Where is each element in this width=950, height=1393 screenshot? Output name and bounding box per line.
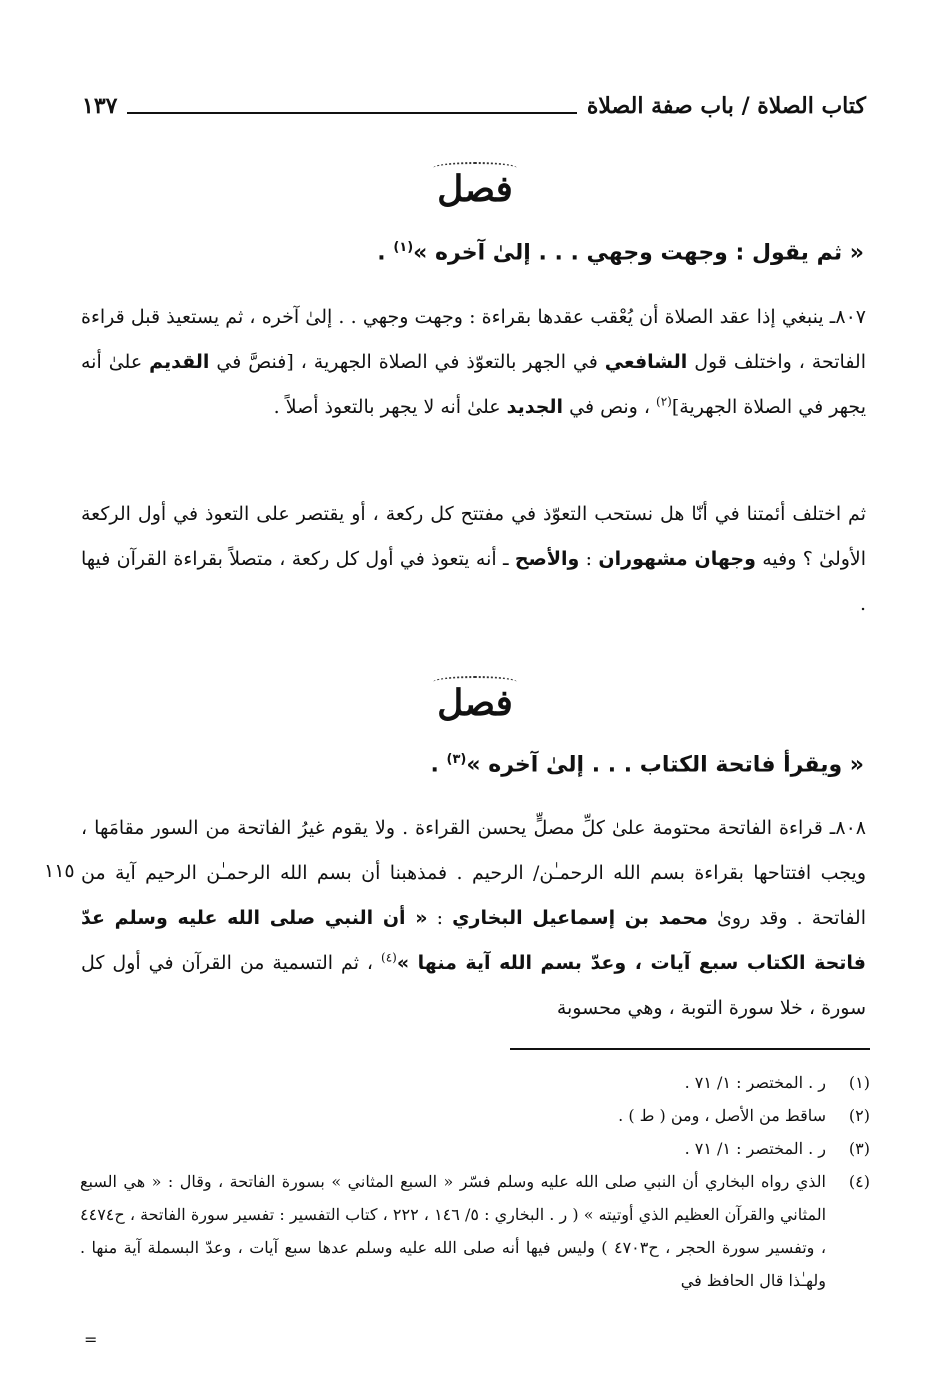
text-run: ٨٠٨ـ قراءة الفاتحة محتومة علىٰ كلِّ مصلٍّ يحسن القراءة . ولا يقوم غيرُ الفاتحة من السور مقامَها ، ويجب افتتاحها بقراءة بسم الله الرحمـٰن/ الرحيم . فمذهبنا أن بسم الله الرحمـٰن الرحيم آية من الفاتحة . وقد روىٰ — [81, 817, 866, 929]
footnote-number: (٤) — [848, 1172, 870, 1191]
section-quote: « ويقرأ فاتحة الكتاب . . . إلىٰ آخره »$^{(٣)}$ . — [430, 752, 864, 778]
bold-term: الجديد — [506, 396, 564, 418]
footnote-ref: (٣) — [446, 752, 467, 767]
chapter-title: كتاب الصلاة / باب صفة الصلاة — [586, 93, 866, 119]
footnote — [80, 1066, 870, 1099]
hadith-quote: « أن النبي صلى الله عليه وسلم عدّ فاتحة الكتاب سبع آيات ، وعدّ بسم الله آية منها » — [81, 907, 866, 974]
footnote — [80, 1132, 870, 1165]
text-run: علىٰ أنه يجهر في الصلاة الجهرية] — [81, 351, 866, 418]
footnote-text: ر . المختصر : ١/ ٧١ . — [684, 1139, 826, 1158]
bold-term: وجهان مشهوران — [598, 548, 756, 570]
text-run: ، ثم التسمية من القرآن في أول كل سورة ، خلا سورة التوبة ، وهي محسوبة — [81, 952, 866, 1019]
footnote-number: (٣) — [848, 1139, 870, 1158]
bold-term: الشافعي — [604, 351, 688, 373]
footnote-text: ر . المختصر : ١/ ٧١ . — [684, 1073, 826, 1092]
quote-text: « ويقرأ فاتحة الكتاب . . . إلىٰ آخره » — [466, 752, 864, 778]
footnote-text: ساقط من الأصل ، ومن ( ط ) . — [618, 1106, 826, 1125]
footnote-text: الذي رواه البخاري أن النبي صلى الله عليه وسلم فسّر « السبع المثاني » بسورة الفاتحة ، وقال : « هي السبع المثاني والقرآن العظيم الذي أوتيته » ( ر . البخاري : ٥/ ١٤٦ ، ٢٢٢ ، كتاب التفسير : تفسير سورة الفاتحة ، ح٤٤٧٤ ، وتفسير سورة الحجر ، ح٤٧٠٣ ) وليس فيها أنه صلى الله عليه وسلم عدها سبع آيات ، وعدّ البسملة آية منها . ولهـٰذا قال الحافظ في — [80, 1172, 827, 1290]
footnote-separator — [510, 1048, 870, 1050]
footnote-number: (١) — [848, 1073, 870, 1092]
section-heading: فصل — [429, 168, 521, 210]
footnote-ref: (٤) — [381, 950, 397, 965]
paragraph-807 — [81, 295, 866, 430]
bold-term: القديم — [149, 351, 210, 373]
paragraph-808 — [81, 806, 866, 1031]
text-run: ثم اختلف أئمتنا في أنّا هل نستحب التعوّذ في مفتتح كل ركعة ، أو يقتصر على التعوذ في أول الركعة الأولىٰ ؟ وفيه — [81, 503, 867, 570]
text-run: ـ أنه يتعوذ في أول كل ركعة ، متصلاً بقراءة القرآن فيها . — [81, 548, 866, 615]
section-heading: فصل — [429, 682, 521, 724]
footnotes — [80, 1066, 870, 1297]
text-run: علىٰ أنه لا يجهر بالتعوذ أصلاً . — [273, 396, 507, 418]
section-heading-ornament — [0, 682, 950, 724]
footnote-ref: (١) — [393, 240, 414, 255]
header-rule — [127, 98, 576, 114]
continuation-mark: = — [84, 1330, 98, 1349]
text-run: : — [579, 548, 599, 570]
running-header — [82, 86, 866, 126]
footnote — [80, 1099, 870, 1132]
text-run: ، ونص في — [563, 396, 657, 418]
text-run: ٨٠٧ـ ينبغي إذا عقد الصلاة أن يُعْقب عقدها بقراءة : وجهت وجهي . . إلىٰ آخره ، ثم يستعيذ قبل قراءة الفاتحة ، واختلف قول — [81, 306, 867, 373]
quote-text: « ثم يقول : وجهت وجهي . . . إلىٰ آخره » — [413, 240, 864, 266]
text-run: في الجهر بالتعوّذ في الصلاة الجهرية ، [فنصَّ في — [209, 351, 605, 373]
section-quote: « ثم يقول : وجهت وجهي . . . إلىٰ آخره »$^{(١)}$ . — [377, 240, 864, 266]
text-run: : — [427, 907, 453, 929]
margin-page-marker: ١١٥ — [44, 860, 75, 882]
bold-term: محمد بن إسماعيل البخاري — [452, 907, 708, 929]
paragraph-tawadh — [81, 492, 866, 627]
footnote-ref: (٢) — [656, 394, 672, 409]
footnote — [80, 1165, 870, 1297]
bold-term: والأصح — [514, 548, 580, 570]
section-heading-ornament — [0, 168, 950, 210]
page-number: ١٣٧ — [82, 93, 118, 119]
footnote-number: (٢) — [848, 1106, 870, 1125]
